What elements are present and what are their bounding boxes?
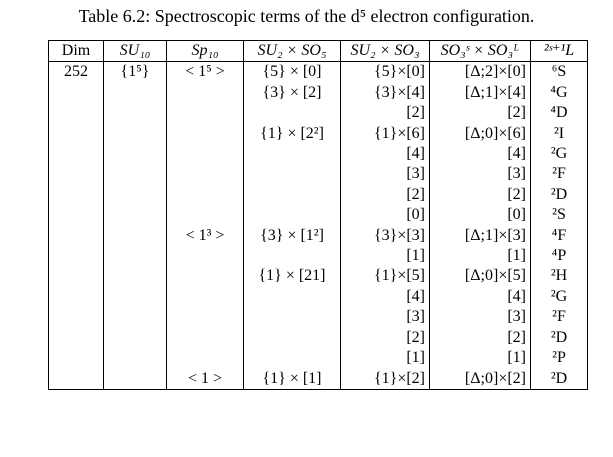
table-row [49, 369, 588, 390]
table-cell [244, 287, 341, 307]
table-cell: ⁶S [531, 62, 588, 83]
table-cell: [3] [430, 164, 531, 184]
table-cell [49, 307, 104, 327]
spectroscopic-terms-table [48, 40, 588, 390]
table-cell [167, 246, 244, 266]
table-cell [104, 287, 167, 307]
table-cell [244, 328, 341, 348]
table-cell [49, 103, 104, 123]
table-cell: [4] [341, 287, 430, 307]
table-cell: [Δ;0]×[5] [430, 266, 531, 286]
table-cell: [3] [341, 164, 430, 184]
table-cell [49, 164, 104, 184]
table-cell: ²S [531, 205, 588, 225]
table-cell: ²F [531, 307, 588, 327]
table-cell: {1}×[5] [341, 266, 430, 286]
table-row [49, 348, 588, 368]
table-cell [167, 124, 244, 144]
header-dim: Dim [49, 41, 104, 62]
table-row [49, 205, 588, 225]
table-cell [244, 205, 341, 225]
table-cell: [2] [341, 328, 430, 348]
table-row [49, 287, 588, 307]
table-row [49, 246, 588, 266]
table-cell [167, 83, 244, 103]
table-cell: ²D [531, 328, 588, 348]
header-term-symbol: ²ˢ⁺¹L [531, 41, 588, 62]
table-cell: [1] [430, 348, 531, 368]
table-cell: {1} × [2²] [244, 124, 341, 144]
table-cell [49, 369, 104, 390]
table-cell [167, 144, 244, 164]
header-sp10: Sp₁₀ [167, 41, 244, 62]
table-cell: ²D [531, 369, 588, 390]
table-cell: < 1 > [167, 369, 244, 390]
table-cell [167, 164, 244, 184]
table-cell [244, 185, 341, 205]
table-cell [49, 348, 104, 368]
table-row [49, 62, 588, 83]
table-row [49, 328, 588, 348]
header-su2-so3: SU₂ × SO₃ [341, 41, 430, 62]
table-cell: [2] [341, 185, 430, 205]
table-cell: {3}×[4] [341, 83, 430, 103]
table-cell: [Δ;0]×[2] [430, 369, 531, 390]
table-cell [167, 205, 244, 225]
table-cell [104, 164, 167, 184]
table-cell: {3} × [1²] [244, 226, 341, 246]
table-cell: {1} × [1] [244, 369, 341, 390]
table-cell: [0] [341, 205, 430, 225]
table-cell [104, 205, 167, 225]
table-cell: < 1⁵ > [167, 62, 244, 83]
table-row [49, 124, 588, 144]
table-cell [49, 205, 104, 225]
table-cell: [4] [430, 287, 531, 307]
table-cell [167, 328, 244, 348]
table-cell [104, 266, 167, 286]
table-row [49, 83, 588, 103]
table-cell: [1] [341, 348, 430, 368]
table-cell [49, 226, 104, 246]
table-cell: ²P [531, 348, 588, 368]
table-cell: ⁴F [531, 226, 588, 246]
table-header-row [49, 41, 588, 62]
table-cell: < 1³ > [167, 226, 244, 246]
table-cell [104, 83, 167, 103]
table-cell: [Δ;0]×[6] [430, 124, 531, 144]
table-cell [244, 144, 341, 164]
table-cell: [2] [341, 103, 430, 123]
table-row [49, 307, 588, 327]
table-cell: [0] [430, 205, 531, 225]
table-cell: ²G [531, 144, 588, 164]
table-cell [244, 307, 341, 327]
table-cell: ²F [531, 164, 588, 184]
table-cell [167, 307, 244, 327]
table-cell: ⁴G [531, 83, 588, 103]
table-cell: {1} × [21] [244, 266, 341, 286]
table-cell [49, 328, 104, 348]
table-cell [104, 185, 167, 205]
table-cell: ⁴P [531, 246, 588, 266]
table-cell [244, 164, 341, 184]
table-cell [104, 246, 167, 266]
table-cell: [Δ;1]×[3] [430, 226, 531, 246]
table-cell: [2] [430, 103, 531, 123]
table-cell: {5} × [0] [244, 62, 341, 83]
header-su2-so5: SU₂ × SO₅ [244, 41, 341, 62]
table-cell: {3}×[3] [341, 226, 430, 246]
table-cell: [2] [430, 185, 531, 205]
table-row [49, 185, 588, 205]
table-cell [49, 83, 104, 103]
table-cell [167, 185, 244, 205]
table-row [49, 144, 588, 164]
header-su10: SU₁₀ [104, 41, 167, 62]
table-cell: [3] [430, 307, 531, 327]
header-so3s-so3l: SO₃ˢ × SO₃ᴸ [430, 41, 531, 62]
table-cell: {1}×[2] [341, 369, 430, 390]
table-cell: [3] [341, 307, 430, 327]
table-cell [104, 369, 167, 390]
table-cell: [1] [430, 246, 531, 266]
table-cell [104, 103, 167, 123]
table-row [49, 164, 588, 184]
table-cell: {5}×[0] [341, 62, 430, 83]
table-cell: [2] [430, 328, 531, 348]
table-cell: [Δ;2]×[0] [430, 62, 531, 83]
table-row [49, 266, 588, 286]
table-body [49, 62, 588, 390]
table-row [49, 226, 588, 246]
table-cell [49, 246, 104, 266]
table-cell: {1}×[6] [341, 124, 430, 144]
table-cell: {3} × [2] [244, 83, 341, 103]
table-cell [104, 226, 167, 246]
table-cell: ²G [531, 287, 588, 307]
table-cell: 252 [49, 62, 104, 83]
table-cell [167, 348, 244, 368]
table-cell [167, 103, 244, 123]
table-cell: {1⁵} [104, 62, 167, 83]
table-cell [49, 266, 104, 286]
table-cell: ²H [531, 266, 588, 286]
table-caption: Table 6.2: Spectroscopic terms of the d⁵ electron configuration. [78, 6, 535, 26]
table-cell: ⁴D [531, 103, 588, 123]
table-cell [49, 144, 104, 164]
table-cell [167, 266, 244, 286]
table-cell [104, 124, 167, 144]
table-row [49, 103, 588, 123]
table-cell: [1] [341, 246, 430, 266]
table-cell [244, 103, 341, 123]
table-cell [104, 307, 167, 327]
table-cell: ²D [531, 185, 588, 205]
table-cell [104, 328, 167, 348]
table-cell [104, 144, 167, 164]
table-cell [49, 287, 104, 307]
table-cell: [4] [430, 144, 531, 164]
table-cell [244, 246, 341, 266]
table-cell [49, 124, 104, 144]
table-cell: [4] [341, 144, 430, 164]
table-cell [49, 185, 104, 205]
table-cell: ²I [531, 124, 588, 144]
table-cell: [Δ;1]×[4] [430, 83, 531, 103]
table-cell [167, 287, 244, 307]
table-cell [104, 348, 167, 368]
table-cell [244, 348, 341, 368]
